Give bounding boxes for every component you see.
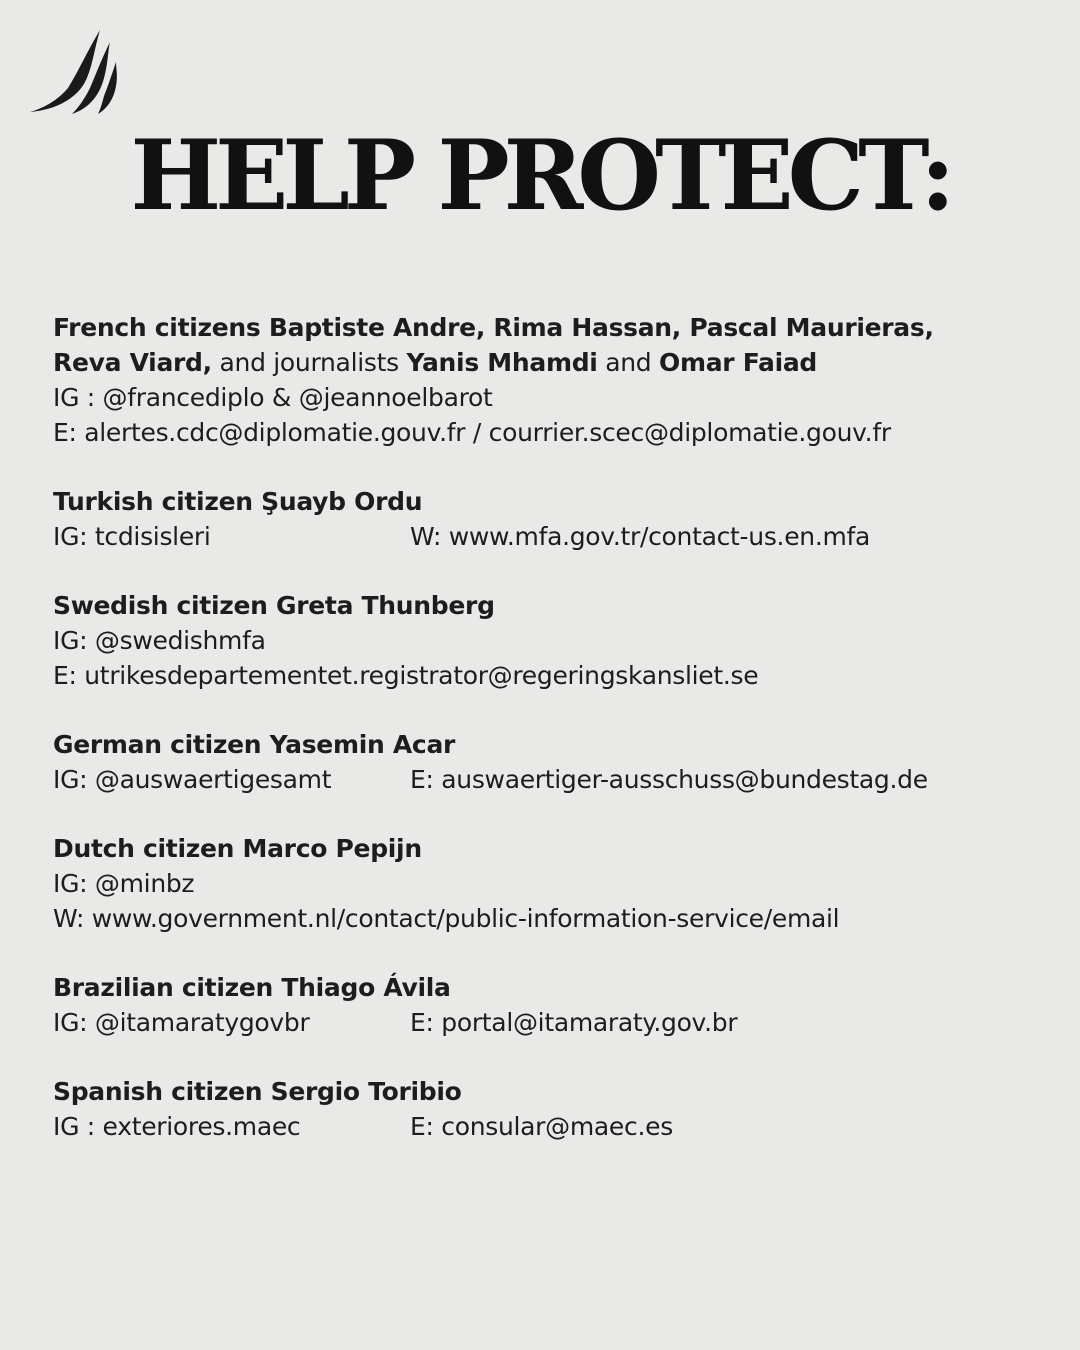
heading-part: and journalists — [211, 348, 407, 377]
page-title: HELP PROTECT: — [130, 119, 950, 232]
entry-heading: Swedish citizen Greta Thunberg — [53, 591, 495, 620]
heading-part: and — [597, 348, 659, 377]
contact-entry-french — [53, 310, 1053, 450]
contact-entry-german — [53, 727, 1053, 797]
website-contact: W: www.mfa.gov.tr/contact-us.en.mfa — [410, 522, 871, 551]
heading-part: Reva Viard, — [53, 348, 212, 377]
entry-heading — [53, 345, 1053, 380]
heading-part: Yanis Mhamdi — [406, 348, 598, 377]
instagram-contact: IG: tcdisisleri — [53, 522, 211, 551]
contact-entry-dutch — [53, 831, 1053, 936]
email-contact: E: portal@itamaraty.gov.br — [410, 1008, 738, 1037]
heading-part: Omar Faiad — [659, 348, 818, 377]
sail-logo-icon — [28, 28, 120, 116]
instagram-contact: IG: @itamaratygovbr — [53, 1008, 310, 1037]
instagram-contact: IG: @auswaertigesamt — [53, 765, 332, 794]
entry-heading: Dutch citizen Marco Pepijn — [53, 834, 422, 863]
entry-heading: German citizen Yasemin Acar — [53, 730, 456, 759]
instagram-contact: IG : @francediplo & @jeannoelbarot — [53, 383, 493, 412]
email-contact: E: consular@maec.es — [410, 1112, 673, 1141]
email-contact: E: auswaertiger-ausschuss@bundestag.de — [410, 765, 928, 794]
website-contact: W: www.government.nl/contact/public-information-service/email — [53, 904, 840, 933]
entry-heading: French citizens Baptiste Andre, Rima Hassan, Pascal Maurieras, — [53, 313, 934, 342]
instagram-contact: IG: @minbz — [53, 869, 195, 898]
entry-heading: Turkish citizen Şuayb Ordu — [53, 487, 423, 516]
contact-row — [53, 762, 1053, 797]
email-contact: E: utrikesdepartementet.registrator@regeringskansliet.se — [53, 661, 759, 690]
contact-entry-brazilian — [53, 970, 1053, 1040]
contact-entry-swedish — [53, 588, 1053, 693]
contact-entry-spanish — [53, 1074, 1053, 1144]
instagram-contact: IG : exteriores.maec — [53, 1112, 301, 1141]
contact-row — [53, 1005, 1053, 1040]
entry-heading: Spanish citizen Sergio Toribio — [53, 1077, 462, 1106]
email-contact: E: alertes.cdc@diplomatie.gouv.fr / courrier.scec@diplomatie.gouv.fr — [53, 418, 891, 447]
contact-row — [53, 1109, 1053, 1144]
contact-list — [53, 310, 1053, 1178]
instagram-contact: IG: @swedishmfa — [53, 626, 266, 655]
entry-heading: Brazilian citizen Thiago Ávila — [53, 973, 451, 1002]
contact-entry-turkish — [53, 484, 1053, 554]
contact-row — [53, 519, 1053, 554]
